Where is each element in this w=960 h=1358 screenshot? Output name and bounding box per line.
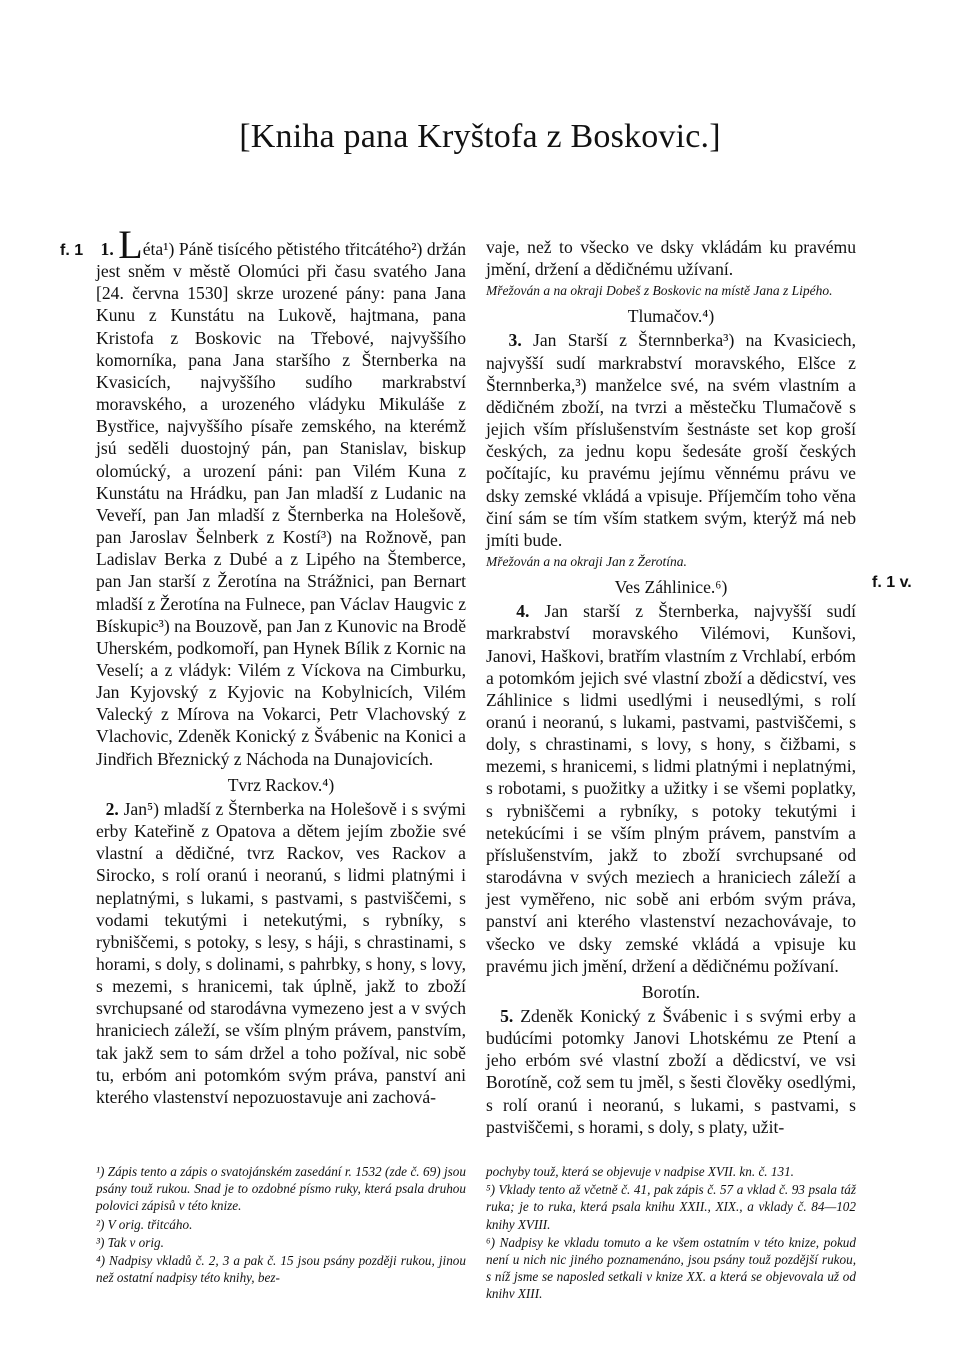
footnotes-left [96, 1163, 466, 1287]
entry-text: Jan starší z Šternberka, najvyšší sudí markrabství moravského Vilémovi, Kunšovi, Janovi, Haškovi, bratřím vlastním z Vrchlabí, erbóm a potomkóm jejich své vlastní zboží a dědicství, ves Záhlinice s lidmi usedlými i neusedlými, s rolí oranú i neoranú, s lukami, pastvami, pastviščemi, s doly, s chrastinami, s lovy, s hony, s čižbami, s mezemi, s hranicemi, s lidmi platnými i neplatnými, s robotami, s puožitky a užitky i se všemi poplatky, s rybniščemi a rybníky, s potoky tekutými i netekúcími i se vším plným právem, panstvím a příslušenstvím, jakž to zboží svrchupsané od starodávna v svých meziech a hraniciech záleží a jest vyměřeno, nic sobě ani erbóm svým práva, panství ani kterého vlastenství nezachovávaje, to všecko ve dsky zemské vkládá a vpisuje ku pravému jich jmění, držení a dědičnému požívaní. [486, 601, 857, 976]
footnote-1: ¹) Zápis tento a zápis o svatojánském zasedání r. 1532 (zde č. 69) jsou psány touž rukou. Snad je to ozdobné písmo ruky, která psala druhou polovici zápisů v této knize. [96, 1164, 466, 1214]
section-heading: Tlumačov.⁴) [627, 306, 715, 327]
entry-2 [96, 798, 466, 1108]
drop-initial: L [118, 222, 143, 267]
entry-number: 3. [508, 330, 522, 351]
entry-number: 1. [100, 239, 114, 259]
footnotes-right [486, 1163, 856, 1304]
entry-number: 4. [516, 601, 530, 622]
section-heading: Borotín. [641, 981, 701, 1002]
section-heading: Ves Záhlinice.⁶) [614, 577, 728, 598]
folio-marker-f1: f. 1 [60, 242, 84, 259]
entry-4 [486, 600, 856, 977]
left-column [96, 222, 467, 1108]
entry-text: Jan⁵) mladší z Šternberka na Holešově i s svými erby Kateřině z Opatova a dětem jejím zbožie své vlastní a dědičné, tvrz Rackov, ves Rackov a Sirocko, s rolí oranú i neoranú, s lidmi platnými i neplatnými, s lukami, s pastvami, s pastviščemi, s vodami tekutými i netekutými, s rybníky, s rybniščemi, s potoky, s lesy, s háji, s chrastinami, s horami, s doly, s dolinami, s pahrbky, s hony, s lovy, s mezemi, s hranicemi, tak úplně, jakž to zboží svrchupsané od starodávna vymezeno jest a v svých hraniciech záleží, se vším plným právem, panstvím, tak jakž sem to sám držel a toho požíval, nic sobě tu, erbóm ani potomkóm svým práva, panství ani kterého vlastenství nepozuostavuje ani zachová- [96, 798, 467, 1107]
entry-text: éta¹) Páně tisícého pětistého třitcátého²) držán jest sněm v městě Olomúci při času svatého Jana [24. června 1530] skrze urozené pány: pana Jana Kunu z Kunstátu na Lukově, hajtmana, pana Kristofa z Boskovic na Třebové, najvyššího komorníka, pana Jana staršího z Šternberka na Kvasicích, najvyššího sudího markrabství moravského, a urozeného vládyku Mikuláše z Bystřice, najvyššího písaře zemského, na kterémž jsú seděli duostojný pán, pan Stanislav, biskup olomúcký, a urození páni: pan Vilém Kuna z Kunstátu na Hrádku, pan Jan mladší z Ludanic na Veveří, pan Jan mladší z Šternberka na Holešově, pan Jaroslav Šelnberk z Kostí³) na Rožnově, pan Ladislav Berka z Dubé a z Lipého na Štemberce, pan Jan starší z Žerotína na Strážnici, pan Bernart mladší z Žerotína na Fulnece, pan Václav Haugvic z Bískupic³) na Bouzově, pan Jan z Kunovic na Brodě Uherském, podkomoří, pan Hynek Bílik z Kornic na Veselí; a z vládyk: Vilém z Víckova na Cimburku, Jan Kyjovský z Kyjovic na Kobylnicích, Vilém Valecký z Mírova na Vokarci, Petr Vlachovský z Vlachovic, Zdeněk Konický z Švábenic na Konici a Jindřich Březnický z Náchoda na Dunajovicích. [96, 239, 467, 769]
entry-text: Zdeněk Konický z Švábenic i s svými erby a budúcími potomky Janovi Lhotskému ze Ptení a jeho erbóm své vlastní zboží a dědicství, ve vsi Borotíně, což sem tu jměl, s šesti člověky osedlými, s rolí oranú i neoranú, s lukami, s pastvami, s pastviščemi, s horami, s doly, s platy, užit- [486, 1006, 856, 1137]
right-column [486, 236, 856, 1138]
footnote-5: ⁵) Vklady tento až včetně č. 41, pak zápis č. 57 a vklad č. 93 psala táž ruka; je to ruka, která psala knihu XXII., XIX., a vklady č. 84—102 knihy XVIII. [486, 1182, 856, 1232]
margin-note: Mřežován a na okraji Dobeš z Boskovic na místě Jana z Lipého. [486, 283, 833, 299]
entry-text: Jan Starší z Šternnberka³) na Kvasiciech, najvyšší sudí markrabství moravského, Elšce z Šternnberka,³) manželce své, na svém vlastním a dědičném zboží, na tvrzi a městečku Tlumačově s jejich vším příslušenstvím šestnáste set kop groší českých, za jednu kopu šedesáte groší českých počítajíc, ku pravému jejímu věnnému právu ve dsky zemské vkládá a vpisuje. Příjemčím toho věna činí sám se tím vším statkem svým, kterýž má neb jmíti bude. [486, 330, 857, 550]
footnote-6: ⁶) Nadpisy ke vkladu tomuto a ke všem ostatním v této knize, pokud není u nich nic jiného poznamenáno, jsou psány touž pozdější rukou, s níž jsme se naposled setkali v knize XX. a která se objevovala už od knihv XIII. [486, 1234, 856, 1302]
footnote-2: ²) V orig. třitcáho. [96, 1216, 193, 1232]
entry-3 [486, 329, 856, 551]
margin-note: Mřežován a na okraji Jan z Žerotína. [486, 554, 687, 570]
footnote-3: ³) Tak v orig. [96, 1234, 164, 1250]
entry-5 [486, 1005, 856, 1138]
entry-1-continuation: vaje, než to všecko ve dsky vkládám ku pravému jmění, držení a dědičnému užívaní. [486, 237, 856, 280]
entry-number: 5. [500, 1006, 514, 1026]
footnote-4-continuation: pochyby touž, která se objevuje v nadpise XVII. kn. č. 131. [486, 1164, 794, 1179]
page-title: [Kniha pana Kryštofa z Boskovic.] [239, 118, 721, 155]
entry-number: 2. [105, 798, 119, 819]
footnote-4: ⁴) Nadpisy vkladů č. 2, 3 a pak č. 15 jsou psány později rukou, jinou než ostatní nadpisy této knihy, bez- [96, 1253, 466, 1286]
folio-marker-f1v: f. 1 v. [872, 574, 912, 591]
entry-1 [96, 222, 467, 770]
section-heading: Tvrz Rackov.⁴) [227, 774, 335, 795]
